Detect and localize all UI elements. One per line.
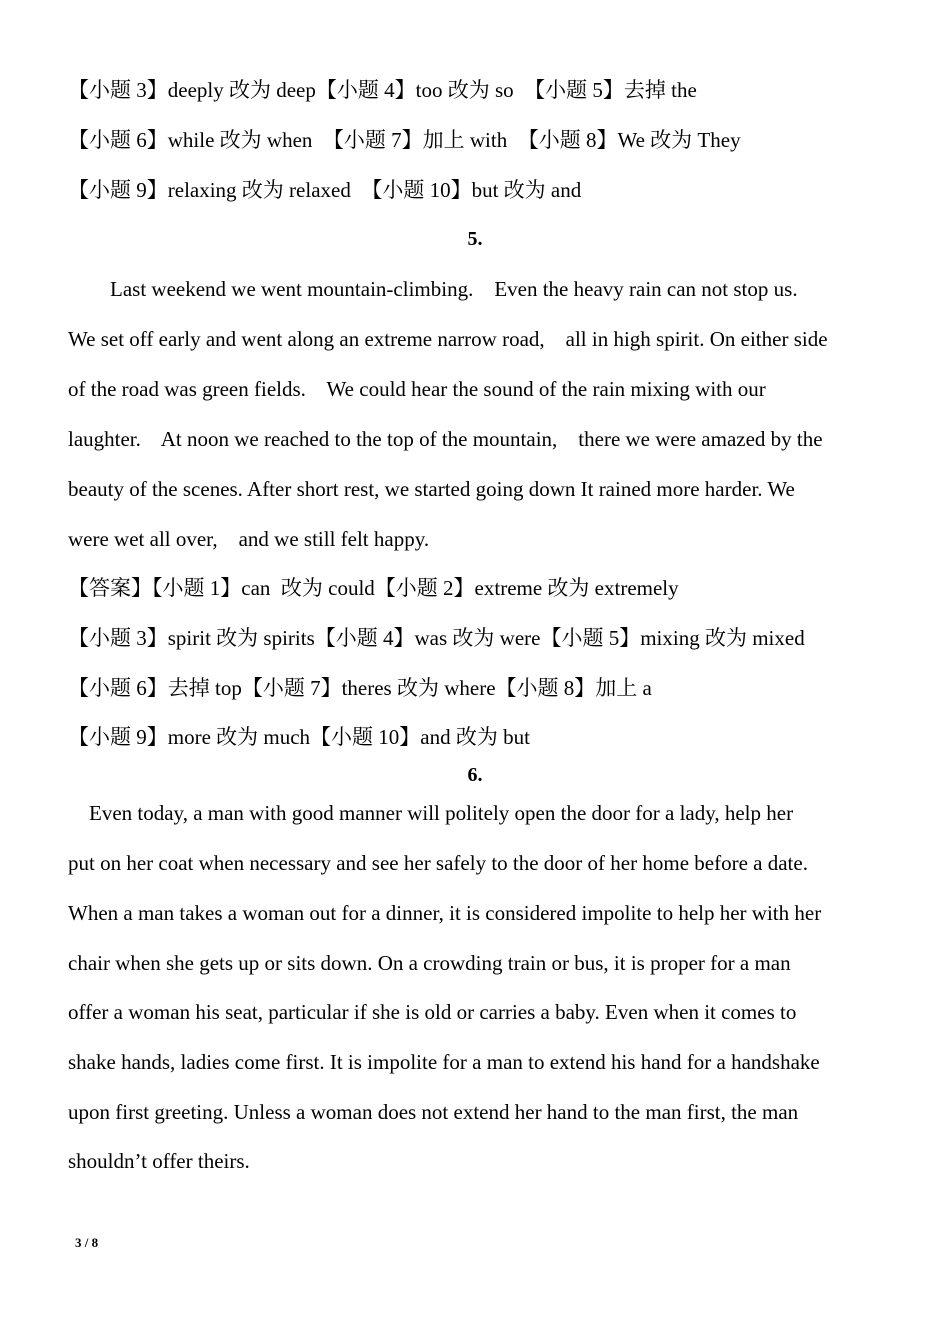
q6-passage-line-3: When a man takes a woman out for a dinner, it is considered impolite to help her with her <box>68 901 822 925</box>
q5-answer-line-1: 【答案】【小题 1】can 改为 could【小题 2】extreme 改为 extremely <box>68 576 679 600</box>
q6-passage-line-6: shake hands, ladies come first. It is impolite for a man to extend his hand for a handshake <box>68 1050 820 1074</box>
q5-passage-line-2: We set off early and went along an extreme narrow road, all in high spirit. On either side <box>68 327 828 351</box>
q5-passage-line-1: Last weekend we went mountain-climbing. Even the heavy rain can not stop us. <box>68 277 798 301</box>
answer-line-prev-2: 【小题 6】while 改为 when 【小题 7】加上 with 【小题 8】We 改为 They <box>68 128 741 152</box>
q6-passage-line-2: put on her coat when necessary and see her safely to the door of her home before a date. <box>68 851 808 875</box>
q6-passage-line-5: offer a woman his seat, particular if she is old or carries a baby. Even when it comes to <box>68 1000 797 1024</box>
question-5-number: 5. <box>467 228 483 250</box>
q5-answer-line-3: 【小题 6】去掉 top【小题 7】theres 改为 where【小题 8】加上 a <box>68 676 652 700</box>
question-6-number: 6. <box>467 764 483 786</box>
q5-answer-line-2: 【小题 3】spirit 改为 spirits【小题 4】was 改为 were【小题 5】mixing 改为 mixed <box>68 626 805 650</box>
q5-passage-line-6: were wet all over, and we still felt happy. <box>68 527 430 551</box>
page-number: 3 / 8 <box>75 1235 99 1250</box>
q5-passage-line-3: of the road was green fields. We could hear the sound of the rain mixing with our <box>68 377 766 401</box>
q6-passage-line-7: upon first greeting. Unless a woman does not extend her hand to the man first, the man <box>68 1100 799 1124</box>
q5-answer-line-4: 【小题 9】more 改为 much【小题 10】and 改为 but <box>68 725 530 749</box>
q6-passage-line-8: shouldn’t offer theirs. <box>68 1149 250 1173</box>
answer-line-prev-1: 【小题 3】deeply 改为 deep【小题 4】too 改为 so 【小题 5】去掉 the <box>68 78 697 102</box>
q6-passage-line-1: Even today, a man with good manner will politely open the door for a lady, help her <box>68 801 794 825</box>
answer-line-prev-3: 【小题 9】relaxing 改为 relaxed 【小题 10】but 改为 and <box>68 178 582 202</box>
q5-passage-line-5: beauty of the scenes. After short rest, we started going down It rained more harder. We <box>68 477 795 501</box>
q6-passage-line-4: chair when she gets up or sits down. On a crowding train or bus, it is proper for a man <box>68 951 791 975</box>
q5-passage-line-4: laughter. At noon we reached to the top of the mountain, there we were amazed by the <box>68 427 823 451</box>
